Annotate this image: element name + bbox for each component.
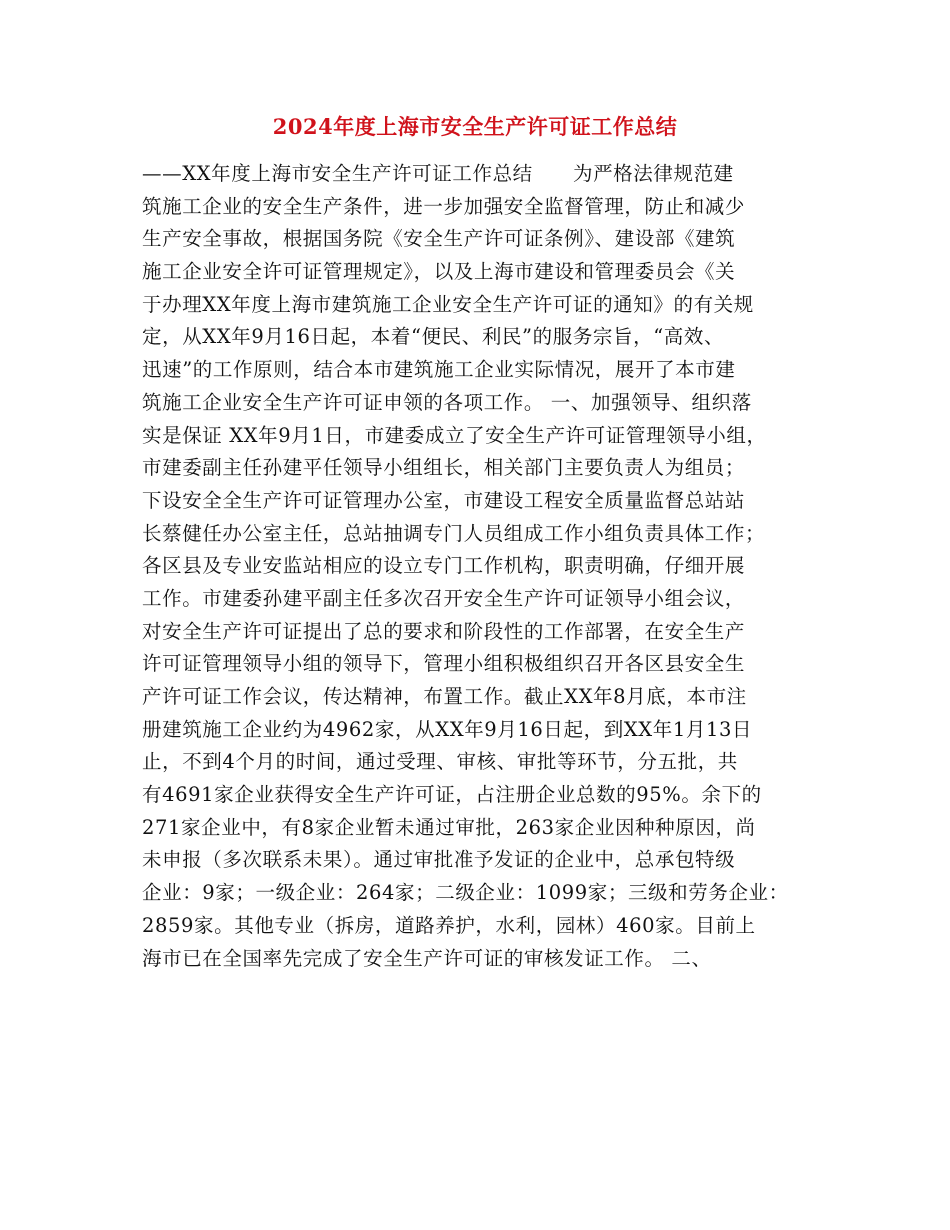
body-text-line: 2859家。其他专业（拆房，道路养护，水利，园林）460家。目前上 bbox=[142, 913, 756, 937]
body-text-line: 筑施工企业的安全生产条件，进一步加强安全监督管理，防止和减少 bbox=[142, 194, 746, 218]
body-text-line: 止，不到4个月的时间，通过受理、审核、审批等环节，分五批，共 bbox=[142, 750, 738, 774]
body-text-line: 产许可证工作会议，传达精神，布置工作。截止XX年8月底，本市注 bbox=[142, 685, 747, 708]
body-text-line: 长蔡健任办公室主任，总站抽调专门人员组成工作小组负责具体工作； bbox=[142, 521, 766, 545]
body-text-line: ——XX年度上海市安全生产许可证工作总结 为严格法律规范建 bbox=[142, 162, 734, 185]
body-text-line: 下设安全全生产许可证管理办公室，市建设工程安全质量监督总站站 bbox=[142, 488, 746, 512]
body-text-line: 实是保证 XX年9月1日，市建委成立了安全生产许可证管理领导小组， bbox=[142, 423, 767, 447]
body-text-line: 迅速”的工作原则，结合本市建筑施工企业实际情况，展开了本市建 bbox=[142, 358, 736, 382]
body-text-line: 于办理XX年度上海市建筑施工企业安全生产许可证的通知》的有关规 bbox=[142, 292, 754, 316]
body-text-line: 企业：9家；一级企业：264家；二级企业：1099家；三级和劳务企业： bbox=[142, 881, 789, 905]
body-text-line: 有4691家企业获得安全生产许可证，占注册企业总数的95%。余下的 bbox=[142, 783, 762, 807]
document-title: 2024年度上海市安全生产许可证工作总结 bbox=[272, 114, 678, 139]
body-text-line: 生产安全事故，根据国务院《安全生产许可证条例》、建设部《建筑 bbox=[142, 227, 736, 251]
body-text-line: 册建筑施工企业约为4962家，从XX年9月16日起，到XX年1月13日 bbox=[142, 717, 753, 741]
document-body bbox=[142, 158, 822, 975]
body-text-line: 市建委副主任孙建平任领导小组组长，相关部门主要负责人为组员； bbox=[142, 456, 746, 480]
body-text-line: 271家企业中，有8家企业暂未通过审批，263家企业因种种原因，尚 bbox=[142, 815, 756, 839]
body-text-line: 许可证管理领导小组的领导下，管理小组积极组织召开各区县安全生 bbox=[142, 652, 746, 676]
body-text-line: 未申报（多次联系未果）。通过审批准予发证的企业中，总承包特级 bbox=[142, 848, 736, 872]
body-text-line: 各区县及专业安监站相应的设立专门工作机构，职责明确，仔细开展 bbox=[142, 554, 746, 578]
body-text-line: 海市已在全国率先完成了安全生产许可证的审核发证工作。 二、 bbox=[142, 946, 712, 970]
body-text-line: 对安全生产许可证提出了总的要求和阶段性的工作部署，在安全生产 bbox=[142, 619, 746, 643]
body-text-line: 施工企业安全许可证管理规定》，以及上海市建设和管理委员会《关 bbox=[142, 260, 736, 284]
body-text-line: 定，从XX年9月16日起，本着“便民、利民”的服务宗旨，“高效、 bbox=[142, 325, 725, 349]
body-text-line: 筑施工企业安全生产许可证申领的各项工作。 一、加强领导、组织落 bbox=[142, 390, 752, 414]
body-text-line: 工作。市建委孙建平副主任多次召开安全生产许可证领导小组会议， bbox=[142, 586, 746, 610]
